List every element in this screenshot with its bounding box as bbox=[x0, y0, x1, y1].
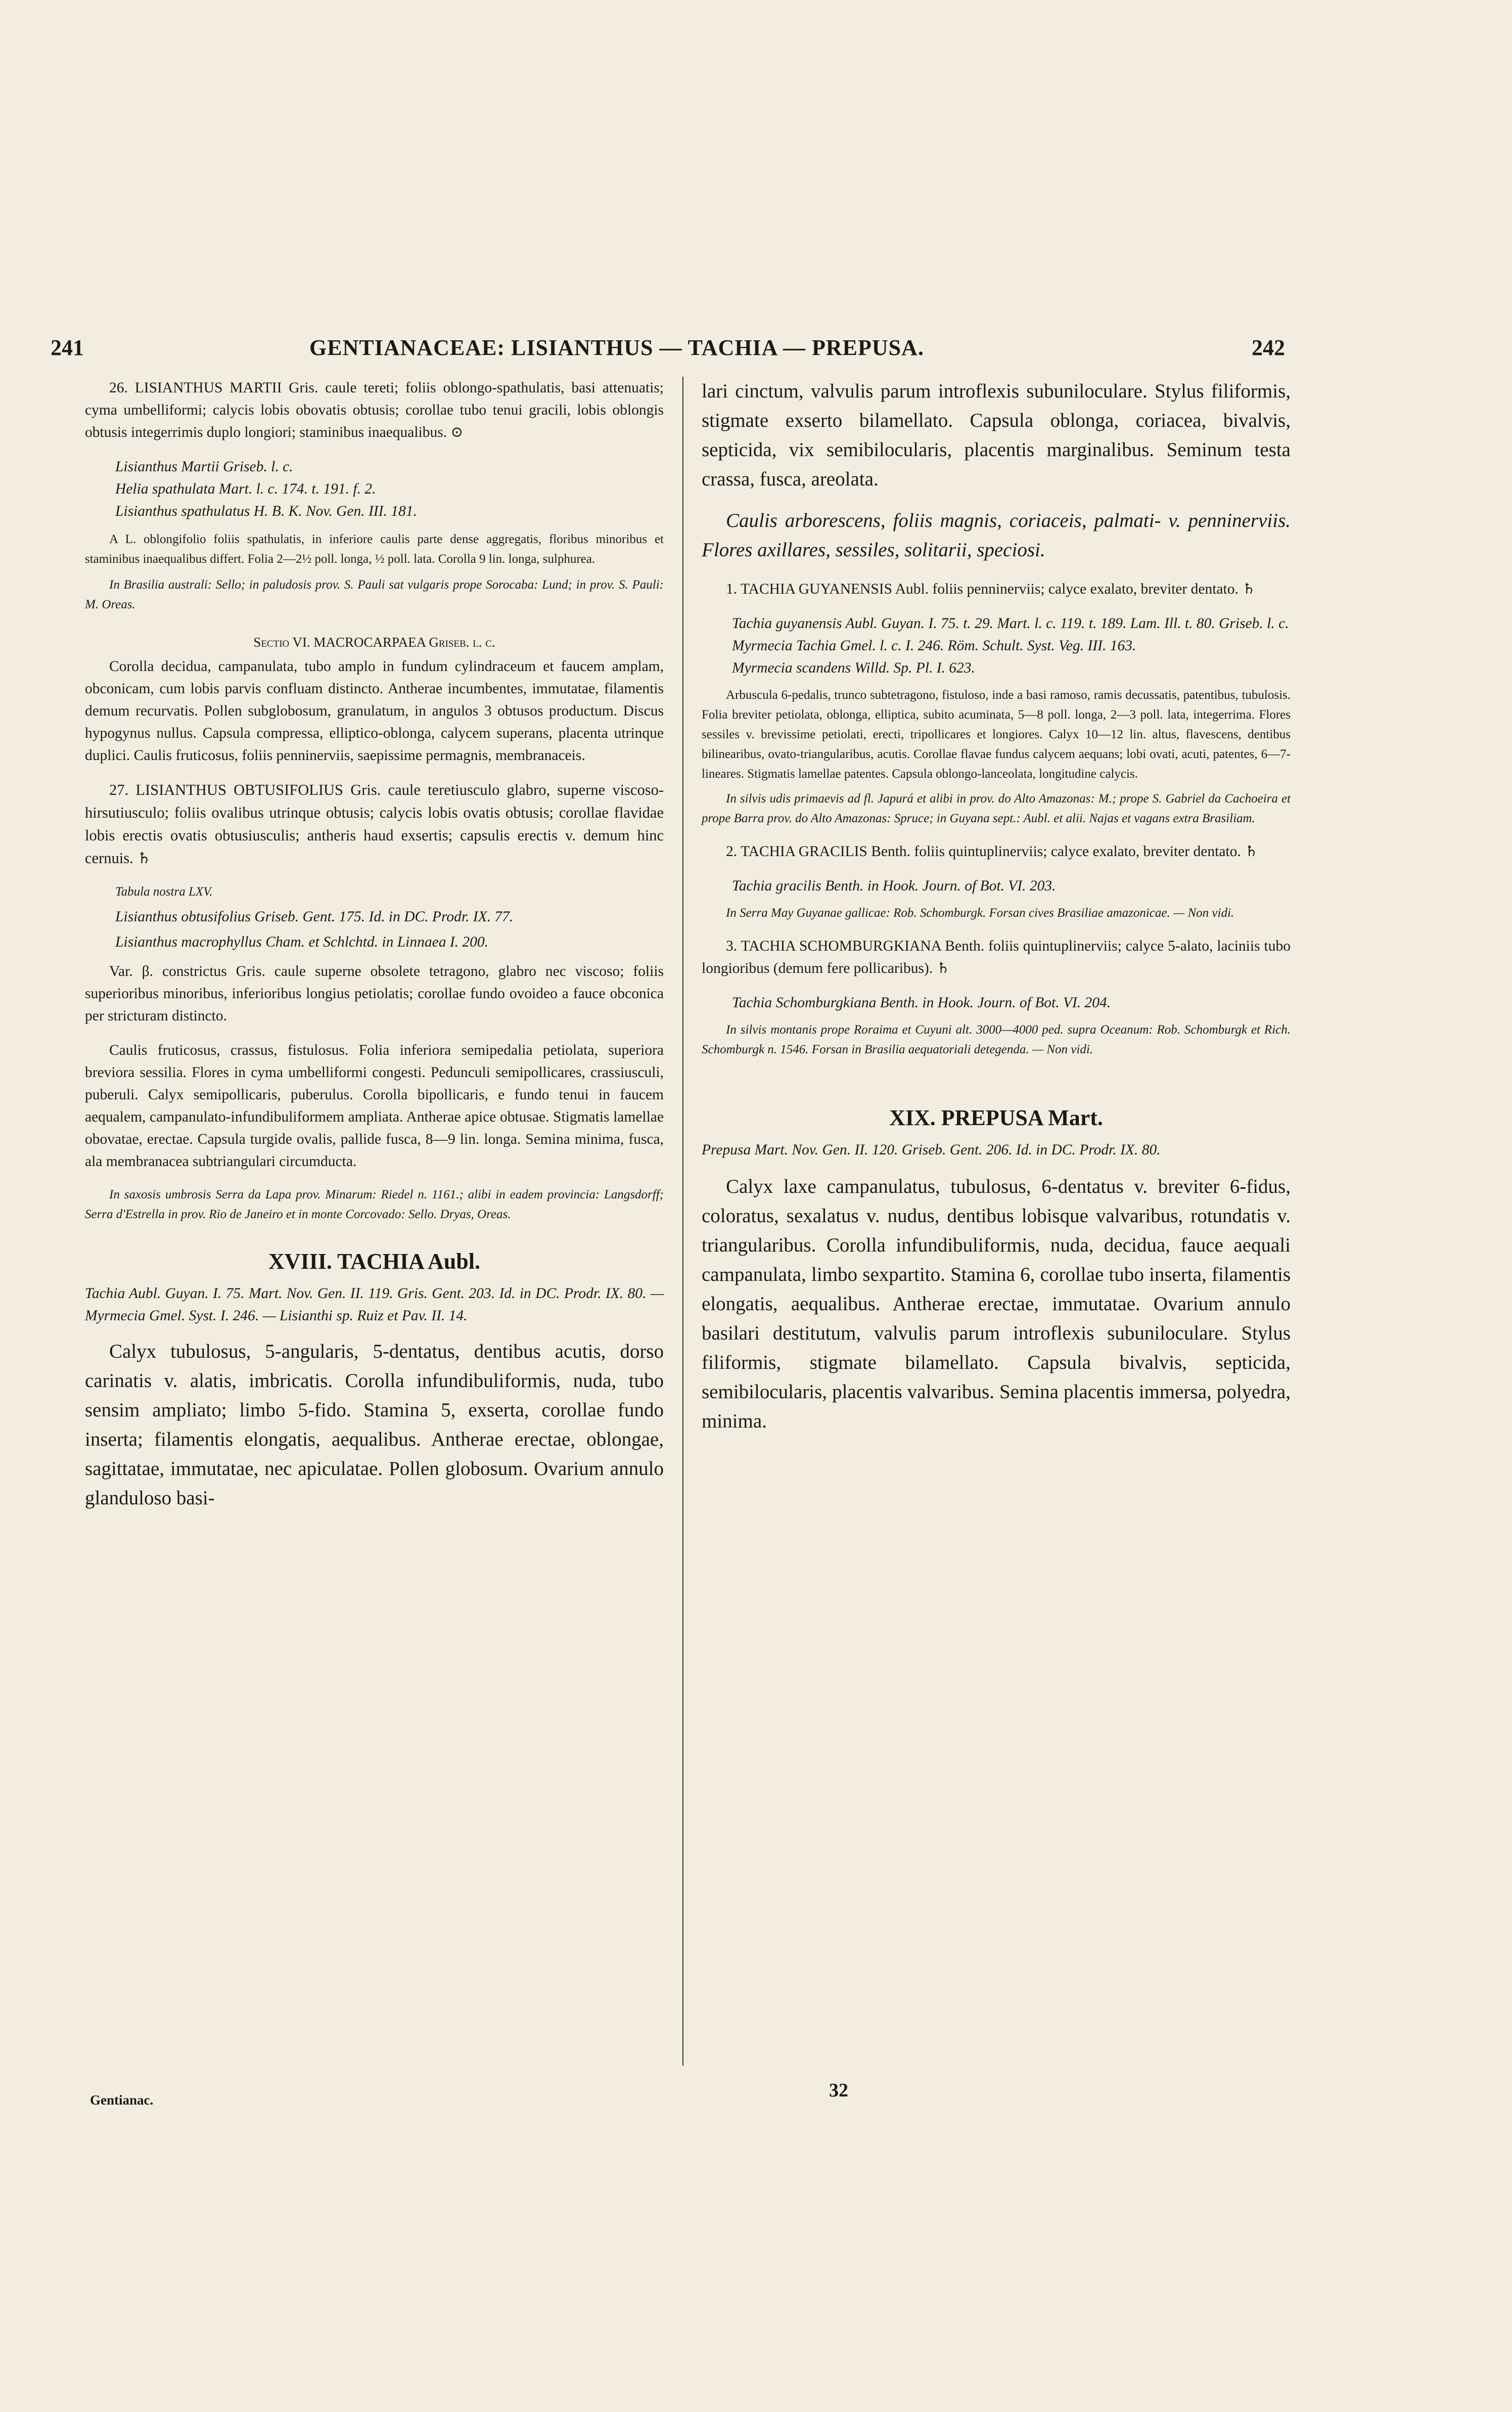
page-number-left: 241 bbox=[51, 335, 84, 360]
tachia-1-synonym: Myrmecia scandens Willd. Sp. Pl. I. 623. bbox=[732, 660, 975, 676]
species-26-synonym: Lisianthus Martii Griseb. l. c. bbox=[115, 459, 293, 475]
species-27-variety: Var. β. constrictus Gris. caule superne obsolete tetragono, glabro nec viscoso; foliis superioribus minoribus, inferioribus longius petiolatis; corollae fundo ovoideo a fauce obconica per stricturam distincto. bbox=[85, 963, 664, 1024]
genus-19-synonymy: Prepusa Mart. Nov. Gen. II. 120. Griseb. Gent. 206. Id. in DC. Prodr. IX. 80. bbox=[702, 1142, 1161, 1158]
species-27-synonym: Lisianthus macrophyllus Cham. et Schlchtd. in Linnaea I. 200. bbox=[115, 934, 489, 950]
section-description: Corolla decidua, campanulata, tubo amplo in fundum cylindraceum et faucem amplam, obconicam, cum lobis parvis confluam distincto. Antherae incumbentes, immutatae, filamentis demum recurvatis. Pollen subglobosum, granulatum, in angulos 3 obtusos productum. Discus hypogynus nullus. Capsula compressa, elliptico-oblonga, calycem superans, placenta utrinque duplici. Caulis fruticosus, foliis penninerviis, saepissime permagnis, membranaceis. bbox=[85, 658, 664, 764]
footer-label: Gentianac. bbox=[90, 2092, 154, 2108]
tachia-2-locality: In Serra May Guyanae gallicae: Rob. Schomburgk. Forsan cives Brasiliae amazonicae. — Non vidi. bbox=[726, 906, 1234, 920]
tachia-1-synonym: Tachia guyanensis Aubl. Guyan. I. 75. t. 29. Mart. l. c. 119. t. 189. Lam. Ill. t. 80. Griseb. l. c. bbox=[732, 615, 1289, 632]
genus-18-title: XVIII. TACHIA Aubl. bbox=[268, 1249, 480, 1274]
genus-19-description: Calyx laxe campanulatus, tubulosus, 6-dentatus v. breviter 6-fidus, coloratus, sexalatus v. nudus, dentibus lobisque valvaribus, rotundatis v. triangularibus. Corolla infundibuliformis, nuda, decidua, fauce aequali campanulata, limbo sexpartito. Stamina 6, corollae tubo inserta, filamentis elongatis, aequalibus. Antherae erectae, immutatae. Ovarium annulo basilari destitutum, valvulis parum introflexis subuniloculare. Stylus filiformis, stigmate bilamellato. Capsula bivalvis, septicida, semibilocularis, placentis valvaribus. Semina placentis immersa, polyedra, minima. bbox=[702, 1176, 1291, 1432]
species-27-locality: In saxosis umbrosis Serra da Lapa prov. Minarum: Riedel n. 1161.; alibi in eadem provincia: Langsdorff; Serra d'Estrella in prov. Rio de Janeiro et in monte Corcovado: Sello. Dryas, Oreas. bbox=[85, 1188, 664, 1221]
tachia-2-synonym: Tachia gracilis Benth. in Hook. Journ. of Bot. VI. 203. bbox=[732, 878, 1056, 894]
species-27-diagnosis: 27. LISIANTHUS OBTUSIFOLIUS Gris. caule teretiusculo glabro, superne viscoso-hirsutiusculo; foliis ovalibus utrinque obtusis; calycis lobis ovatis obtusis; corollae flavidae lobis erectis ovatis obtusiusculis; antheris haud exsertis; capsulis erectis v. demum hinc cernuis. ♄ bbox=[85, 781, 664, 867]
species-27-description: Caulis fruticosus, crassus, fistulosus. Folia inferiora semipedalia petiolata, superiora breviora sessilia. Flores in cyma umbelliformi congesti. Pedunculi semipollicares, crassiusculi, puberuli. Calyx semipollicaris, puberulus. Corolla bipollicaris, e fundo tenui in faucem aequalem, campanulato-infundibuliformem ampliata. Antherae apice obtusae. Stigmatis lamellae obovatae, erectae. Capsula turgide ovalis, pallide fusca, 8—9 lin. longa. Semina minima, fusca, ala membranacea subtriangulari circumducta. bbox=[85, 1042, 664, 1170]
running-header: GENTIANACEAE: LISIANTHUS — TACHIA — PREPUSA. bbox=[309, 335, 924, 360]
section-heading: Sectio VI. MACROCARPAEA Griseb. l. c. bbox=[253, 635, 495, 650]
tachia-1-diagnosis: 1. TACHIA GUYANENSIS Aubl. foliis penninerviis; calyce exalato, breviter dentato. ♄ bbox=[726, 581, 1256, 597]
tachia-3-diagnosis: 3. TACHIA SCHOMBURGKIANA Benth. foliis quintuplinerviis; calyce 5-alato, laciniis tubo longioribus (demum fere pollicaribus). ♄ bbox=[702, 938, 1291, 976]
species-26-diagnosis: 26. LISIANTHUS MARTII Gris. caule tereti; foliis oblongo-spathulatis, basi attenuatis; cyma umbelliformi; calycis lobis obovatis obtusis; corollae tubo tenui gracili, lobis oblongis obtusis integerrimis duplo longiori; staminibus inaequalibus. ⊙ bbox=[85, 380, 664, 440]
species-26-synonym: Lisianthus spathulatus H. B. K. Nov. Gen. III. 181. bbox=[115, 503, 417, 519]
signature-mark: 32 bbox=[829, 2080, 848, 2101]
tachia-3-locality: In silvis montanis prope Roraima et Cuyuni alt. 3000—4000 ped. supra Oceanum: Rob. Schomburgk et Rich. Schomburgk n. 1546. Forsan in Brasilia aequatoriali detegenda. — Non vidi. bbox=[702, 1023, 1291, 1056]
right-column bbox=[702, 377, 1291, 1448]
species-27-plate: Tabula nostra LXV. bbox=[115, 885, 213, 899]
left-column bbox=[85, 377, 664, 1525]
species-26-note: A L. oblongifolio foliis spathulatis, in inferiore caulis parte dense aggregatis, floribus minoribus et staminibus inaequalibus differt. Folia 2—2½ poll. longa, ½ poll. lata. Corolla 9 lin. longa, sulphurea. bbox=[85, 532, 664, 566]
tachia-3-synonym: Tachia Schomburgkiana Benth. in Hook. Journ. of Bot. VI. 204. bbox=[732, 995, 1111, 1011]
genus-18-description-continued: lari cinctum, valvulis parum introflexis subuniloculare. Stylus filiformis, stigmate exserto bilamellato. Capsula oblonga, coriacea, bivalvis, septicida, vix semibilocularis, placentis marginalibus. Seminum testa crassa, fusca, areolata. bbox=[702, 380, 1291, 490]
tachia-2-diagnosis: 2. TACHIA GRACILIS Benth. foliis quintuplinerviis; calyce exalato, breviter dentato. ♄ bbox=[726, 843, 1258, 860]
page-number-right: 242 bbox=[1252, 335, 1285, 360]
species-27-synonym: Lisianthus obtusifolius Griseb. Gent. 175. Id. in DC. Prodr. IX. 77. bbox=[115, 909, 514, 925]
tachia-1-synonym: Myrmecia Tachia Gmel. l. c. I. 246. Röm. Schult. Syst. Veg. III. 163. bbox=[732, 638, 1136, 654]
species-26-synonym: Helia spathulata Mart. l. c. 174. t. 191. f. 2. bbox=[115, 481, 376, 497]
genus-18-habit: Caulis arborescens, foliis magnis, coriaceis, palmati- v. penninerviis. Flores axillares, sessiles, solitarii, speciosi. bbox=[702, 510, 1291, 561]
genus-19-title: XIX. PREPUSA Mart. bbox=[889, 1105, 1103, 1130]
genus-18-description: Calyx tubulosus, 5-angularis, 5-dentatus, dentibus acutis, dorso carinatis v. alatis, imbricatis. Corolla infundibuliformis, nuda, tubo sensim ampliato; limbo 5-fido. Stamina 5, exserta, corollae fundo inserta; filamentis elongatis, aequalibus. Antherae erectae, oblongae, sagittatae, immutatae, nec apiculatae. Pollen globosum. Ovarium annulo glanduloso basi- bbox=[85, 1341, 664, 1509]
tachia-1-note: Arbuscula 6-pedalis, trunco subtetragono, fistuloso, inde a basi ramoso, ramis decussatis, patentibus, tubulosis. Folia breviter petiolata, oblonga, elliptica, subito acuminata, 5—8 poll. longa, 2—3 poll. lata, integerrima. Flores sessiles v. brevissime petiolati, erecti, tripollicares et longiores. Calyx 10—12 lin. altus, flavescens, dentibus bilinearibus, ovato-triangularibus, acutis. Corollae flavae fundus calycem aequans; lobi ovati, acuti, patentes, 6—7-lineares. Stigmatis lamellae patentes. Capsula oblongo-lanceolata, longitudine calycis. bbox=[702, 688, 1291, 781]
column-rule bbox=[682, 377, 683, 2066]
genus-18-synonymy: Tachia Aubl. Guyan. I. 75. Mart. Nov. Gen. II. 119. Gris. Gent. 203. Id. in DC. Prodr. IX. 80. — Myrmecia Gmel. Syst. I. 246. — Lisianthi sp. Ruiz et Pav. II. 14. bbox=[85, 1285, 664, 1324]
tachia-1-locality: In silvis udis primaevis ad fl. Japurá et alibi in prov. do Alto Amazonas: M.; prope S. Gabriel da Cachoeira et prope Barra prov. do Alto Amazonas: Spruce; in Guyana sept.: Aubl. et alii. Najas et vagans extra Brasiliam. bbox=[702, 792, 1291, 825]
species-26-locality: In Brasilia australi: Sello; in paludosis prov. S. Pauli sat vulgaris prope Sorocaba: Lund; in prov. S. Pauli: M. Oreas. bbox=[85, 578, 664, 611]
